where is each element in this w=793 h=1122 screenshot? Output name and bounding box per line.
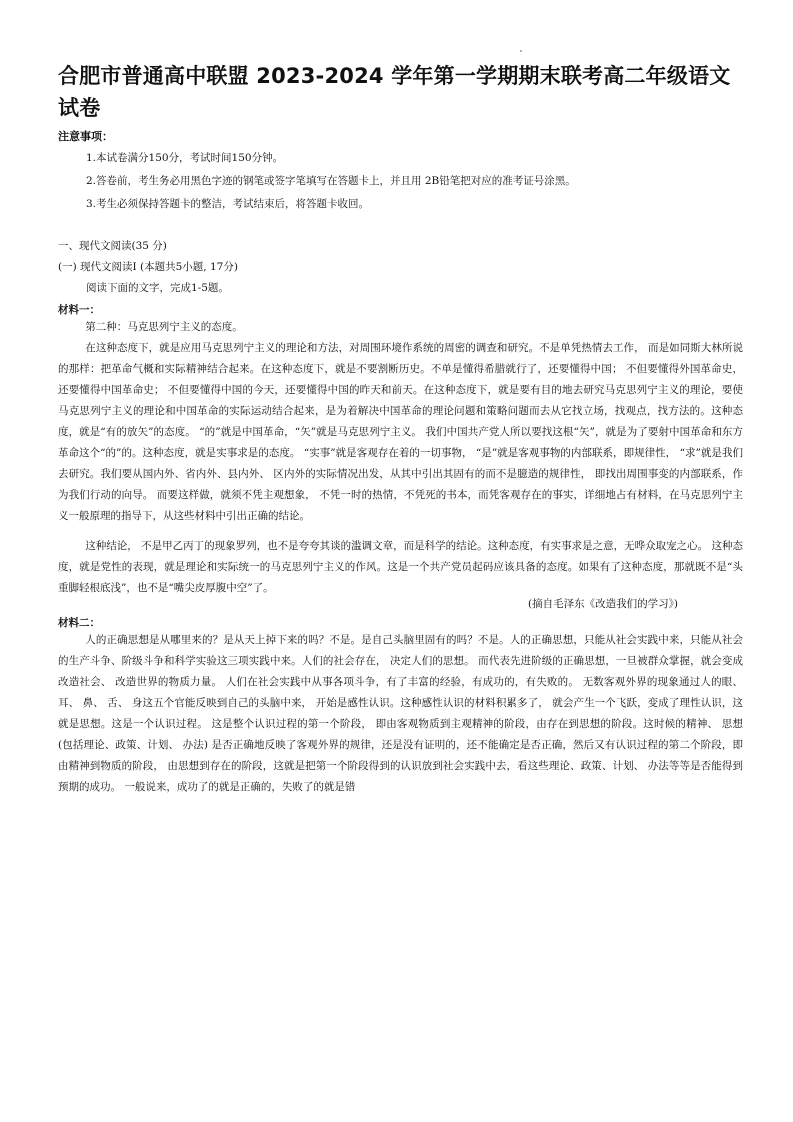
reading-instruction: 阅读下面的文字，完成1-5题。 [86,282,229,294]
scan-mark [520,50,522,52]
notice-item: 2.答卷前，考生务必用黑色字迹的钢笔或签字笔填写在答题卡上，并且用 2B铅笔把对应的准考证号涂黑。 [86,175,576,187]
notice-item: 3.考生必须保持答题卡的整洁，考试结束后，将答题卡收回。 [86,198,370,210]
notice-list [86,151,726,220]
material-one-label: 材料一： [58,304,100,316]
source-citation: (摘自毛泽东《改造我们的学习》) [528,598,678,610]
page-title: 合肥市普通高中联盟 2023-2024 学年第一学期期末联考高二年级语文试卷 [58,64,731,120]
material-one-paragraph: 在这种态度下，就是应用马克思列宁主义的理论和方法，对周围环境作系统的周密的调查和研究。不是单凭热情去工作， 而是如同斯大林所说的那样：把革命气概和实际精神结合起来。在这种态度下，就是不要割断历史。不单是懂得希腊就行了，还要懂得中国； 不但要懂得外国革命史，还要懂得中国革命史； 不但要懂得中国的今天，还要懂得中国的昨天和前天。在这种态度下，就是要有目的地去研究马克思列宁主义的理论，要使马克思列宁主义的理论和中国革命的实际运动结合起来，是为着解决中国革命的理论问题和策略问题而去从它找立场，找观点，找方法的。这种态度，就是“有的放矢”的态度。 “的”就是中国革命，“矢”就是马克思列宁主义。 我们中国共产党人所以要找这根“矢”，就是为了要射中国革命和东方革命这个“的”的。这种态度，就是实事求是的态度。 “实事”就是客观存在着的一切事物， “是”就是客观事物的内部联系，即规律性， “求”就是我们去研究。我们要从国内外、省内外、县内外、 区内外的实际情况出发，从其中引出其固有的而不是臆造的规律性， 即找出周围事变的内部联系，作为我们行动的向导。 而要这样做，就须不凭主观想象， 不凭一时的热情，不凭死的书本，而凭客观存在的事实，详细地占有材料，在马克思列宁主义一般原理的指导下，从这些材料中引出正确的结论。 [58,342,743,522]
notice-item: 1.本试卷满分150分，考试时间150分钟。 [86,152,284,164]
material-one-paragraph: 第二种：马克思列宁主义的态度。 [85,321,243,333]
material-one-paragraph: 这种结论， 不是甲乙丙丁的现象罗列，也不是夸夸其谈的滥调文章，而是科学的结论。这种态度，有实事求是之意，无哗众取宠之心。 这种态度，就是党性的表现，就是理论和实际统一的马克思列宁主义的作风。这是一个共产党员起码应该具备的态度。如果有了这种态度，那就既不是“头重脚轻根底浅”，也不是“嘴尖皮厚腹中空”了。 [58,540,743,594]
material-two-paragraph: 人的正确思想是从哪里来的？是从天上掉下来的吗？不是。是自己头脑里固有的吗？不是。人的正确思想，只能从社会实践中来，只能从社会的生产斗争、阶级斗争和科学实验这三项实践中来。人们的社会存在， 决定人们的思想。 而代表先进阶级的正确思想，一旦被群众掌握，就会变成改造社会、 改造世界的物质力量。 人们在社会实践中从事各项斗争，有了丰富的经验，有成功的，有失败的。 无数客观外界的现象通过人的眼、 耳、 鼻、 舌、 身这五个官能反映到自己的头脑中来， 开始是感性认识。这种感性认识的材料积累多了， 就会产生一个飞跃，变成了理性认识，这就是思想。这是一个认识过程。 这是整个认识过程的第一个阶段， 即由客观物质到主观精神的阶段，由存在到思想的阶段。这时候的精神、 思想(包括理论、政策、计划、 办法) 是否正确地反映了客观外界的规律，还是没有证明的，还不能确定是否正确，然后又有认识过程的第二个阶段，即由精神到物质的阶段， 由思想到存在的阶段，这就是把第一个阶段得到的认识放到社会实践中去，看这些理论、政策、计划、 办法等等是否能得到预期的成功。 一般说来，成功了的就是正确的，失败了的就是错 [58,634,743,793]
subsection-heading: (一) 现代文阅读Ⅰ (本题共5小题, 17分) [58,261,238,273]
notice-heading: 注意事项： [58,130,113,143]
material-two-label: 材料二： [58,617,100,629]
section-heading: 一、现代文阅读(35 分) [58,240,167,252]
